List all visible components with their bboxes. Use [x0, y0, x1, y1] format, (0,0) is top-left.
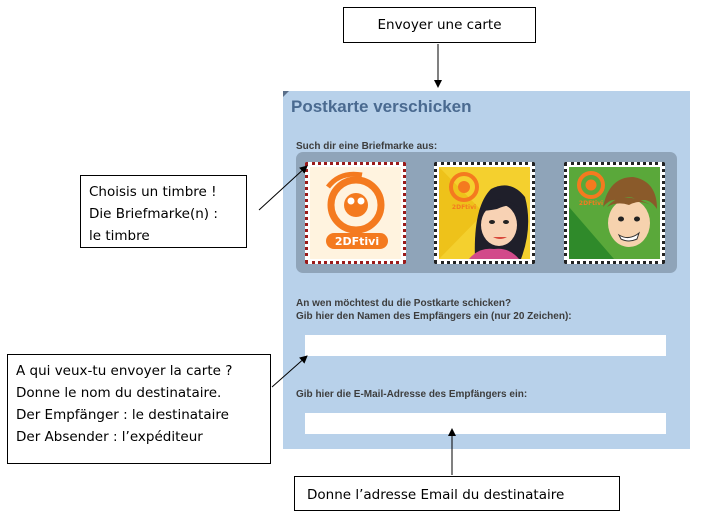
- postcard-form-panel: [283, 91, 690, 449]
- recipient-name-label: Gib hier den Namen des Empfängers ein (nur 20 Zeichen):: [296, 311, 572, 322]
- callout-line: Choisis un timbre !: [89, 184, 217, 200]
- callout-line: Donne le nom du destinataire.: [16, 385, 222, 401]
- callout-send-card: [343, 7, 536, 43]
- page-title: Postkarte verschicken: [291, 97, 472, 116]
- svg-text:2DFtivi: 2DFtivi: [451, 204, 477, 211]
- panel-corner-decoration: [283, 91, 289, 97]
- zdftivi-logo-stamp-image: [310, 167, 401, 259]
- callout-choose-stamp: [80, 175, 247, 248]
- callout-email: [294, 476, 620, 511]
- recipient-email-input[interactable]: [305, 413, 666, 434]
- girl-character-stamp-image: [439, 167, 530, 259]
- callout-line: le timbre: [89, 228, 150, 244]
- callout-send-card-text: Envoyer une carte: [377, 17, 502, 33]
- stamp-option-boy[interactable]: [564, 162, 665, 264]
- callout-line: A qui veux-tu envoyer la carte ?: [16, 363, 233, 379]
- callout-line: Der Absender : l’expéditeur: [16, 429, 203, 445]
- callout-line: Die Briefmarke(n) :: [89, 206, 218, 222]
- callout-recipient: [7, 354, 271, 464]
- stamp-select-label: Such dir eine Briefmarke aus:: [296, 141, 438, 152]
- recipient-question: An wen möchtest du die Postkarte schicken?: [296, 298, 512, 309]
- recipient-name-input[interactable]: [305, 335, 666, 356]
- svg-text:2DFtivi: 2DFtivi: [578, 200, 604, 207]
- stamp-selector: [296, 152, 677, 273]
- stamp-option-girl[interactable]: [434, 162, 535, 264]
- svg-text:2DFtivi: 2DFtivi: [334, 235, 380, 248]
- boy-character-stamp-image: [569, 167, 660, 259]
- recipient-email-label: Gib hier die E-Mail-Adresse des Empfängers ein:: [296, 389, 528, 400]
- callout-line: Der Empfänger : le destinataire: [16, 407, 229, 423]
- stamp-option-logo[interactable]: [305, 162, 406, 264]
- callout-email-text: Donne l’adresse Email du destinataire: [307, 487, 565, 503]
